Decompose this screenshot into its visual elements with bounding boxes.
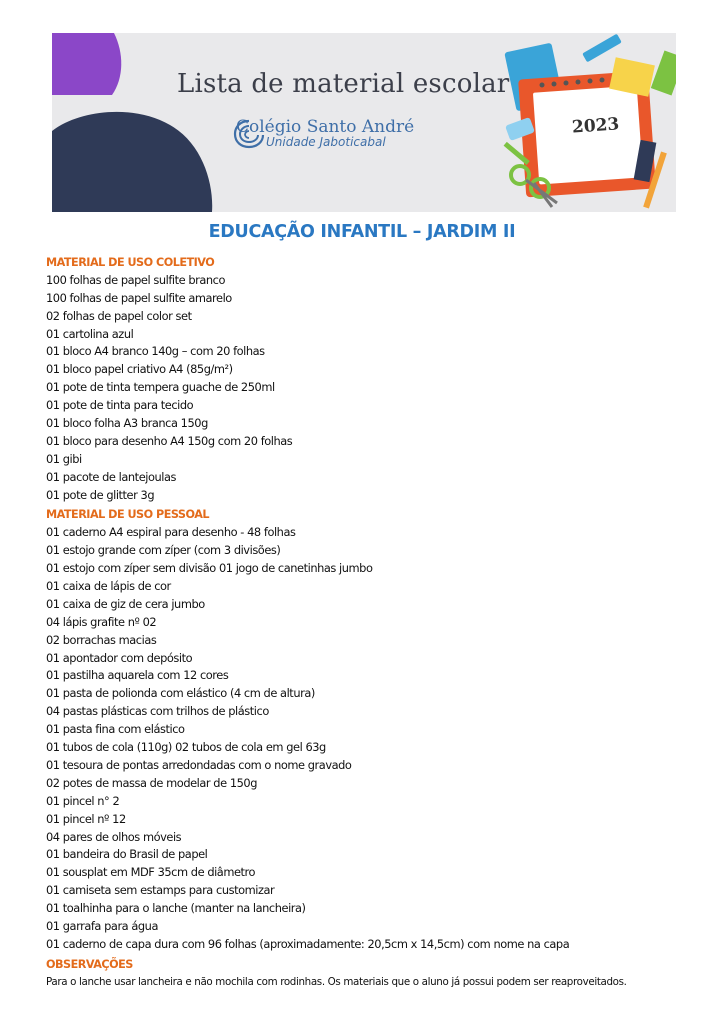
list-item: 01 gibi [46,451,82,466]
list-item: 01 caderno A4 espiral para desenho - 48 folhas [46,525,296,540]
school-logo-icon [232,117,266,151]
list-item: 01 pincel n° 2 [46,793,120,808]
list-item: 01 pote de glitter 3g [46,487,155,502]
list-item: 100 folhas de papel sulfite branco [46,272,225,287]
list-item: 01 bandeira do Brasil de papel [46,847,208,862]
list-item: 04 lápis grafite nº 02 [46,614,157,629]
list-item: 01 pasta fina com elástico [46,722,185,737]
list-item: 01 pincel nº 12 [46,811,126,826]
list-item: 01 pacote de lantejoulas [46,469,176,484]
list-item: 01 bloco folha A3 branca 150g [46,416,208,431]
school-name: Colégio Santo André [236,117,415,137]
list-item: 02 borrachas macias [46,632,157,647]
list-item: 02 potes de massa de modelar de 150g [46,775,257,790]
list-item: 04 pastas plásticas com trilhos de plástico [46,704,269,719]
list-item: 01 estojo grande com zíper (com 3 divisões) [46,543,281,558]
list-item: 01 cartolina azul [46,326,134,341]
list-item: 02 folhas de papel color set [46,308,192,323]
list-item: 01 caderno de capa dura com 96 folhas (aproximadamente: 20,5cm x 14,5cm) com nome na capa [46,936,570,951]
collective-items [46,272,686,505]
personal-items [46,524,686,953]
purple-shape [52,33,121,95]
list-item: 01 caixa de giz de cera jumbo [46,596,205,611]
school-branding [232,117,414,149]
list-item: 01 sousplat em MDF 35cm de diâmetro [46,865,256,880]
list-item: 04 pares de olhos móveis [46,829,182,844]
list-item: 01 apontador com depósito [46,650,193,665]
school-unit: Unidade Jaboticabal [266,135,386,149]
list-item: 01 bloco papel criativo A4 (85g/m²) [46,362,233,377]
page-heading: EDUCAÇÃO INFANTIL – JARDIM II [208,222,516,242]
list-item: 01 tesoura de pontas arredondadas com o nome gravado [46,757,352,772]
list-item: 01 pote de tinta para tecido [46,398,194,413]
banner-title: Lista de material escolar [177,69,510,99]
list-item: 01 camiseta sem estamps para customizar [46,883,275,898]
section-title-personal: MATERIAL DE USO PESSOAL [46,508,209,522]
header-banner [52,33,676,212]
list-item: 01 garrafa para água [46,918,158,933]
list-item: 01 tubos de cola (110g) 02 tubos de cola em gel 63g [46,740,326,755]
section-title-collective: MATERIAL DE USO COLETIVO [46,256,215,269]
navy-shape [52,112,212,212]
list-item: 01 estojo com zíper sem divisão 01 jogo de canetinhas jumbo [46,561,373,576]
section-title-observations: OBSERVAÇÕES [46,957,133,971]
list-item: 100 folhas de papel sulfite amarelo [46,290,232,305]
list-item: 01 toalhinha para o lanche (manter na lancheira) [46,901,306,916]
list-item: 01 pasta de polionda com elástico (4 cm de altura) [46,686,315,701]
year-label: 2023 [571,114,620,138]
list-item: 01 bloco para desenho A4 150g com 20 folhas [46,433,293,448]
list-item: 01 caixa de lápis de cor [46,579,171,594]
observations-text: Para o lanche usar lancheira e não mochila com rodinhas. Os materiais que o aluno já possui podem ser reaproveitados. [46,975,627,988]
list-item: 01 pastilha aquarela com 12 cores [46,668,229,683]
list-item: 01 pote de tinta tempera guache de 250ml [46,380,275,395]
material-list [46,254,686,990]
list-item: 01 bloco A4 branco 140g – com 20 folhas [46,344,265,359]
